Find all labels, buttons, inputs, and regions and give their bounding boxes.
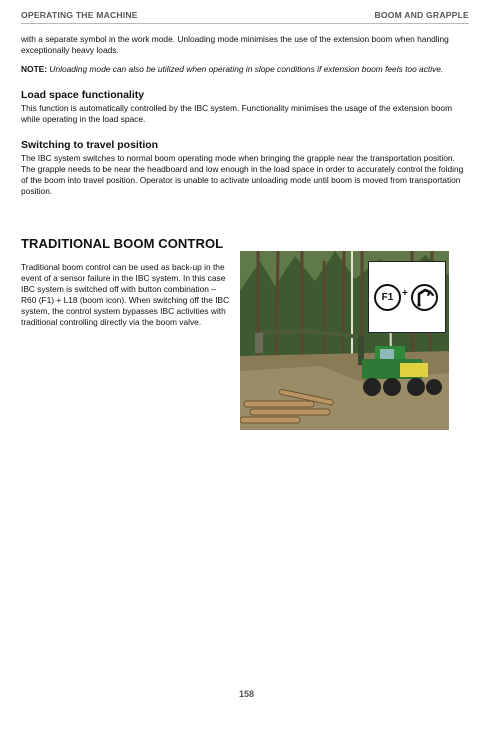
plus-sign: +: [402, 288, 408, 299]
forwarder-photo: [240, 251, 449, 430]
header-section-title: OPERATING THE MACHINE: [21, 10, 138, 20]
intro-paragraph: with a separate symbol in the work mode. Unloading mode minimises the use of the extension boom when handling exceptionally heavy loads.: [21, 34, 449, 55]
note: [21, 64, 465, 75]
load-space-body: This function is automatically controlled by the IBC system. Functionality minimises the usage of the extension boom while operating in the load space.: [21, 103, 453, 124]
travel-position-heading: Switching to travel position: [21, 139, 159, 151]
page-header: [21, 6, 469, 24]
button-combination-inset: [368, 261, 446, 333]
traditional-boom-text: [21, 262, 233, 328]
page-number: 158: [238, 689, 255, 699]
header-chapter-title: BOOM AND GRAPPLE: [374, 10, 469, 20]
travel-position-body: The IBC system switches to normal boom operating mode when bringing the grapple near the transportation position. The grapple needs to be near the headboard and low enough in the load space in order to accurately control the folding of the boom into travel position. Operator is unable to activate unloading mode until boom is moved from transportation position.: [21, 153, 464, 196]
header-divider: [21, 23, 469, 24]
f1-button-icon: [374, 284, 401, 311]
boom-icon: [411, 284, 438, 311]
main-content: [21, 34, 465, 197]
boom-glyph: [413, 286, 436, 309]
note-label: NOTE:: [21, 64, 48, 74]
f1-key-label: F1: [381, 291, 394, 303]
note-text: Unloading mode can also be utilized when operating in slope conditions if extension boom feels too active.: [49, 64, 444, 74]
traditional-boom-heading: TRADITIONAL BOOM CONTROL: [21, 236, 224, 251]
traditional-boom-body: Traditional boom control can be used as back-up in the event of a sensor failure in the IBC system. In this case IBC system is switched off with button combination – R60 (F1) + L18 (boom icon). When switching off the IBC system, the control system bypasses IBC activities with traditional controlling directly via the boom valve.: [21, 262, 230, 327]
load-space-heading: Load space functionality: [21, 89, 145, 101]
